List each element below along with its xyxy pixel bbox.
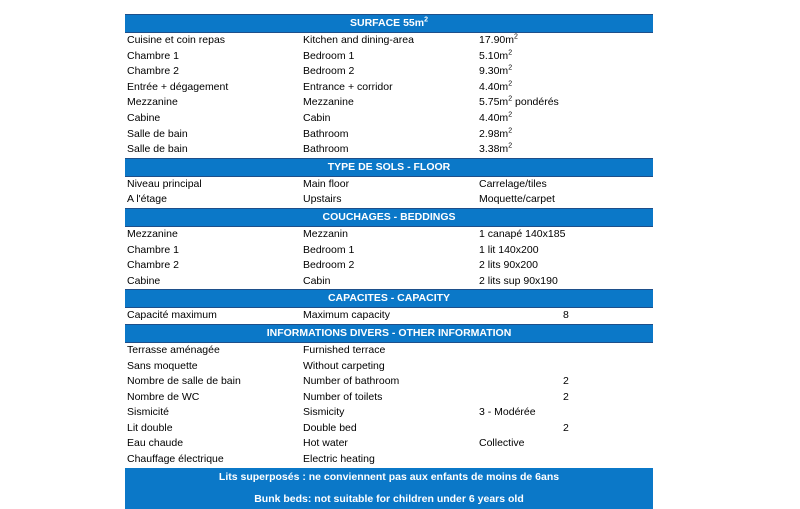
note-en: Bunk beds: not suitable for children under 6 years old [125, 491, 653, 507]
table-row [125, 374, 653, 390]
capacity-title: CAPACITES - CAPACITY [327, 292, 451, 305]
value-cell [479, 111, 512, 127]
label-en: Mezzanin [303, 227, 348, 240]
beddings-rows [125, 227, 653, 289]
surface-title: SURFACE 55m [349, 17, 425, 29]
table-row [125, 127, 653, 143]
floor-rows [125, 177, 653, 208]
value-sup: 2 [508, 127, 513, 135]
value-text: 2.98m [479, 127, 509, 140]
label-en: Cabin [303, 111, 331, 124]
value-cell [479, 64, 512, 80]
surface-title-sup: 2 [424, 16, 428, 24]
label-fr: Cuisine et coin repas [127, 34, 226, 46]
label-fr: Chauffage électrique [127, 453, 224, 466]
count-value: 2 [563, 375, 569, 388]
count-value: 8 [563, 309, 569, 322]
label-en: Bedroom 2 [303, 259, 355, 272]
value-cell [479, 80, 512, 96]
value-cell [479, 274, 558, 290]
value-text: 4.40m [479, 80, 509, 93]
capacity-rows [125, 308, 653, 324]
table-row [125, 390, 653, 406]
label-fr: Eau chaude [127, 437, 184, 450]
table-row [125, 452, 653, 468]
value-sup: 2 [514, 33, 518, 41]
value-sup: 2 [508, 95, 513, 103]
section-header-surface [125, 14, 653, 33]
table-row [125, 49, 653, 65]
value-suffix: pondérés [512, 96, 559, 109]
section-header-other [125, 324, 653, 343]
label-fr: Mezzanine [127, 96, 178, 109]
beddings-title: COUCHAGES - BEDDINGS [322, 210, 456, 223]
table-row [125, 436, 653, 452]
table-row [125, 421, 653, 437]
table-row [125, 142, 653, 158]
label-fr: Salle de bain [127, 143, 188, 156]
label-en: Main floor [303, 177, 350, 190]
value-cell [479, 258, 538, 274]
label-en: Sismicity [303, 406, 345, 419]
table-row [125, 359, 653, 375]
label-fr: Mezzanine [127, 227, 178, 240]
label-fr: Cabine [127, 274, 161, 287]
count-value: 2 [563, 421, 569, 434]
value-text: 1 canapé 140x185 [479, 227, 566, 240]
section-header-capacity [125, 289, 653, 308]
label-fr: Lit double [127, 421, 173, 434]
value-cell [479, 227, 565, 243]
value-cell [479, 192, 555, 208]
label-fr: Sans moquette [127, 359, 198, 372]
value-text: 4.40m [479, 111, 509, 124]
value-cell [479, 142, 512, 158]
label-fr: Chambre 1 [127, 49, 179, 62]
label-en: Cabin [303, 274, 331, 287]
label-fr: Cabine [127, 111, 161, 124]
label-fr: Nombre de salle de bain [127, 375, 241, 388]
notes-banner [125, 468, 653, 509]
value-text: Moquette/carpet [479, 193, 555, 206]
label-en: Hot water [303, 437, 348, 450]
table-row [125, 177, 653, 193]
table-row [125, 192, 653, 208]
value-text: 5.10m [479, 49, 509, 62]
label-en: Mezzanine [303, 96, 354, 109]
table-row [125, 80, 653, 96]
label-en: Maximum capacity [303, 309, 390, 322]
surface-rows [125, 33, 653, 158]
section-header-floor [125, 158, 653, 177]
table-row [125, 243, 653, 259]
value-text: 5.75m [479, 96, 509, 109]
label-fr: A l'étage [127, 193, 167, 206]
label-en: Number of toilets [303, 390, 383, 403]
value-sup: 2 [508, 64, 513, 72]
value-sup: 2 [508, 80, 513, 88]
section-header-beddings [125, 208, 653, 227]
value-cell [479, 177, 547, 193]
other-title: INFORMATIONS DIVERS - OTHER INFORMATION [266, 326, 512, 339]
note-fr: Lits superposés : ne conviennent pas aux enfants de moins de 6ans [125, 469, 653, 485]
value-cell [479, 127, 512, 143]
label-en: Upstairs [303, 193, 342, 206]
value-text: 3.38m [479, 143, 509, 156]
table-row [125, 405, 653, 421]
label-en: Furnished terrace [303, 343, 386, 356]
value-text: 3 - Modérée [479, 406, 536, 419]
table-row [125, 33, 653, 49]
count-value: 2 [563, 390, 569, 403]
label-en: Entrance + corridor [303, 80, 393, 93]
label-en: Kitchen and dining-area [303, 34, 414, 46]
value-text: 17.90m [479, 34, 515, 46]
value-text: Carrelage/tiles [479, 177, 547, 190]
label-en: Without carpeting [303, 359, 385, 372]
label-en: Electric heating [303, 453, 375, 466]
label-fr: Sismicité [127, 406, 170, 419]
label-en: Number of bathroom [303, 375, 400, 388]
label-en: Bedroom 2 [303, 65, 355, 78]
table-row [125, 111, 653, 127]
value-text: 2 lits 90x200 [479, 259, 538, 272]
label-en: Bathroom [303, 127, 349, 140]
table-row [125, 64, 653, 80]
value-sup: 2 [508, 142, 513, 150]
value-text: Collective [479, 437, 525, 450]
label-fr: Entrée + dégagement [127, 80, 229, 93]
value-cell [479, 33, 518, 49]
value-cell [479, 49, 512, 65]
label-fr: Nombre de WC [127, 390, 200, 403]
label-fr: Capacité maximum [127, 309, 217, 322]
table-row [125, 258, 653, 274]
label-fr: Terrasse aménagée [127, 343, 220, 356]
value-text: 1 lit 140x200 [479, 243, 539, 256]
table-row [125, 343, 653, 359]
value-text: 2 lits sup 90x190 [479, 274, 558, 287]
label-fr: Chambre 1 [127, 243, 179, 256]
label-fr: Salle de bain [127, 127, 188, 140]
table-row [125, 308, 653, 324]
label-en: Bedroom 1 [303, 243, 355, 256]
floor-title: TYPE DE SOLS - FLOOR [327, 160, 451, 173]
value-cell [479, 243, 539, 259]
value-cell [479, 436, 525, 452]
other-rows [125, 343, 653, 468]
label-fr: Chambre 2 [127, 259, 179, 272]
value-sup: 2 [508, 111, 513, 119]
value-cell [479, 405, 536, 421]
value-cell [479, 95, 559, 111]
table-row [125, 274, 653, 290]
label-fr: Niveau principal [127, 177, 202, 190]
value-text: 9.30m [479, 65, 509, 78]
value-sup: 2 [508, 49, 513, 57]
table-row [125, 95, 653, 111]
label-en: Bedroom 1 [303, 49, 355, 62]
label-fr: Chambre 2 [127, 65, 179, 78]
label-en: Double bed [303, 421, 357, 434]
table-row [125, 227, 653, 243]
label-en: Bathroom [303, 143, 349, 156]
info-sheet [125, 14, 653, 509]
